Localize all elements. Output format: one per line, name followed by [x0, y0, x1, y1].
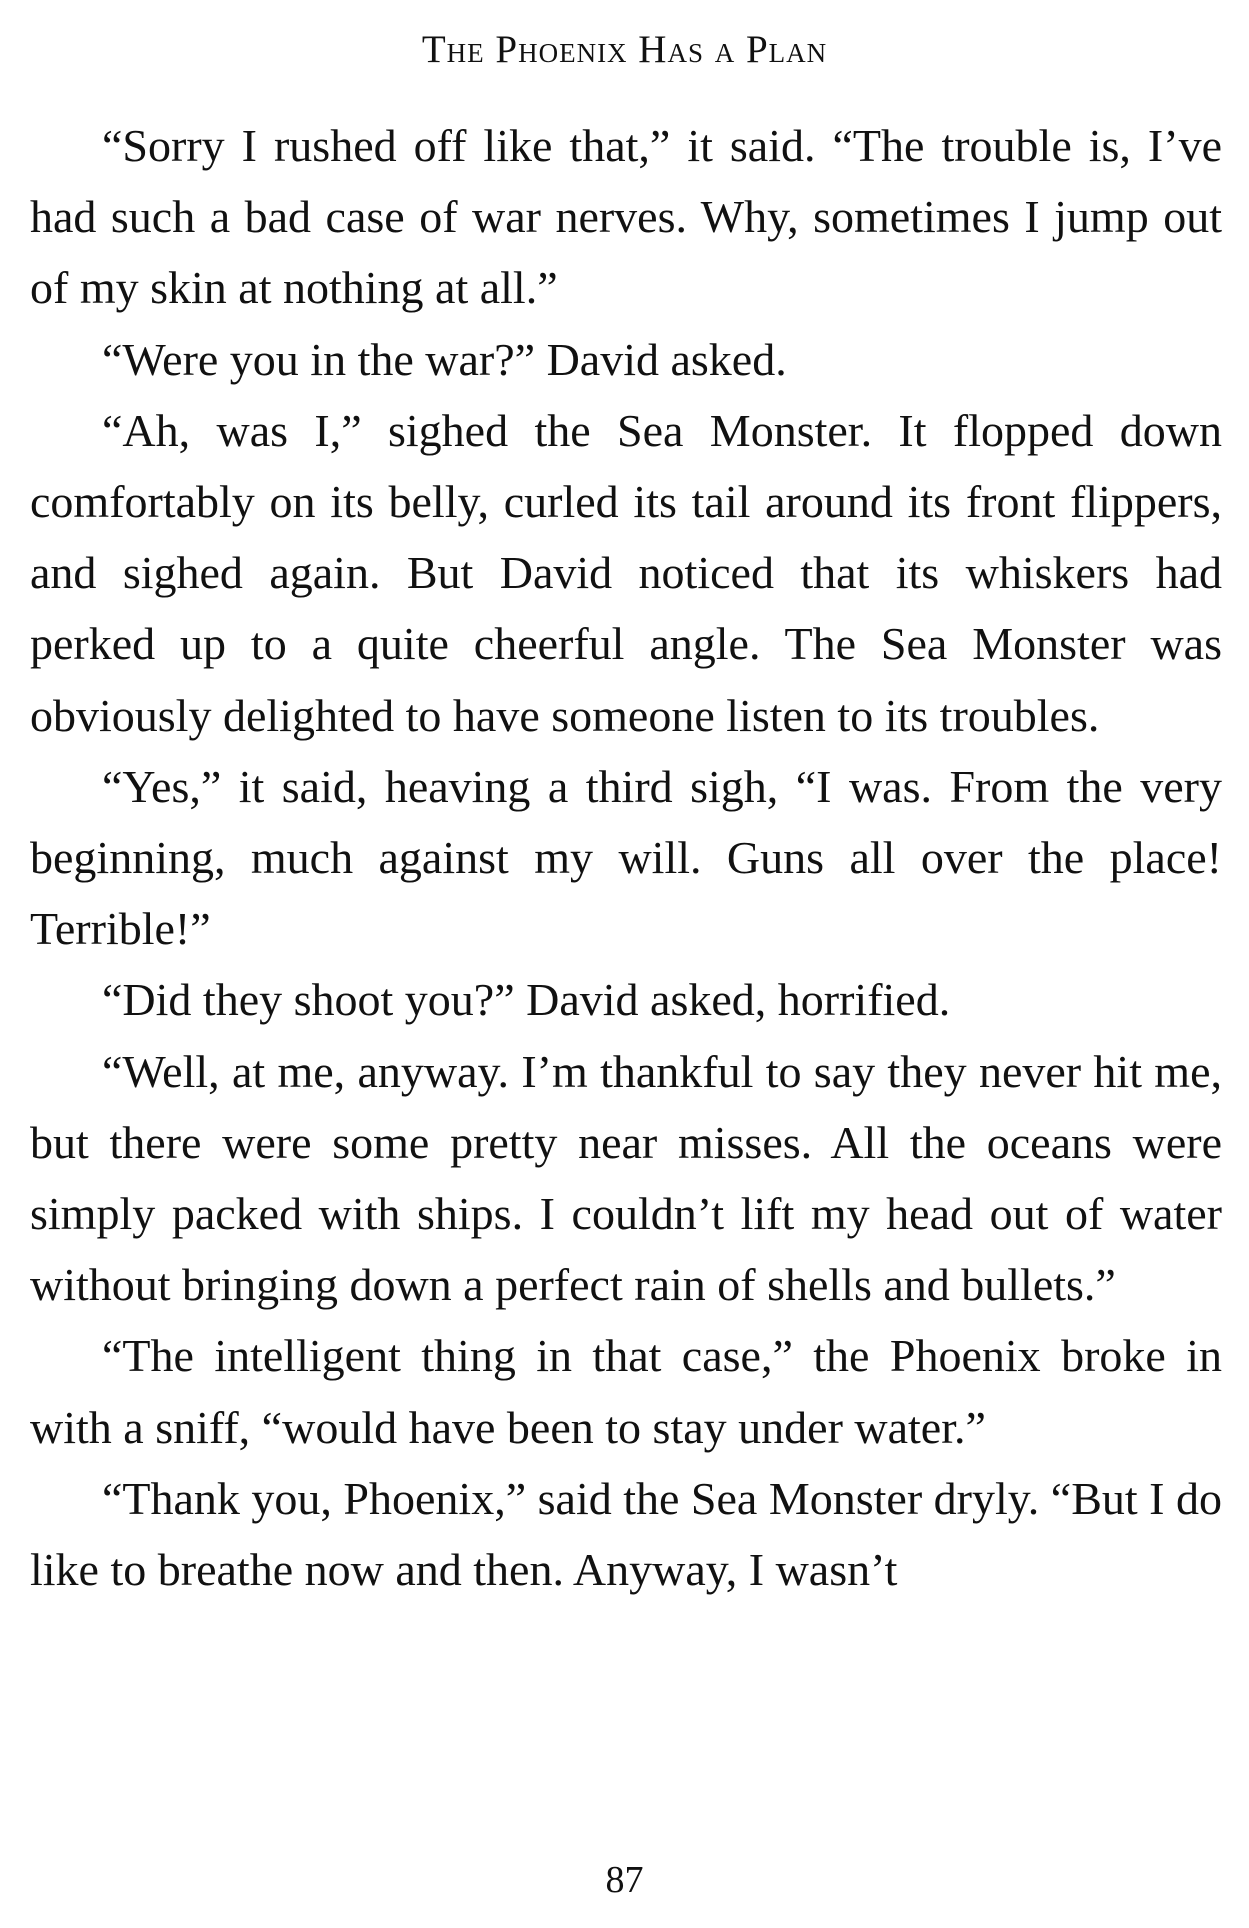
- paragraph: “Thank you, Phoenix,” said the Sea Monster dryly. “But I do like to breathe now and then. Anyway, I wasn’t: [30, 1472, 1222, 1596]
- page-number: 87: [605, 1859, 644, 1901]
- paragraph: “Sorry I rushed off like that,” it said. “The trouble is, I’ve had such a bad case of war nerves. Why, sometimes I jump out of my skin at nothing at all.”: [30, 120, 1222, 314]
- paragraph: “Well, at me, anyway. I’m thankful to say they never hit me, but there were some pretty near misses. All the oceans were simply packed with ships. I couldn’t lift my head out of water without bringing down a perfect rain of shells and bullets.”: [30, 1045, 1222, 1311]
- paragraph: “The intelligent thing in that case,” the Phoenix broke in with a sniff, “would have been to stay under water.”: [30, 1330, 1222, 1453]
- paragraph: “Did they shoot you?” David asked, horrified.: [102, 974, 951, 1026]
- paragraph: “Yes,” it said, heaving a third sigh, “I was. From the very beginning, much against my will. Guns all over the place! Terrible!”: [30, 760, 1222, 955]
- body-text: [30, 110, 1222, 1605]
- paragraph: “Were you in the war?” David asked.: [102, 333, 787, 385]
- paragraph: “Ah, was I,” sighed the Sea Monster. It flopped down comfortably on its belly, curled its tail around its front flippers, and sighed again. But David noticed that its whiskers had perked up to a quite cheerful angle. The Sea Monster was obviously delighted to have someone listen to its troubles.: [30, 404, 1222, 741]
- running-head: The Phoenix Has a Plan: [421, 28, 828, 71]
